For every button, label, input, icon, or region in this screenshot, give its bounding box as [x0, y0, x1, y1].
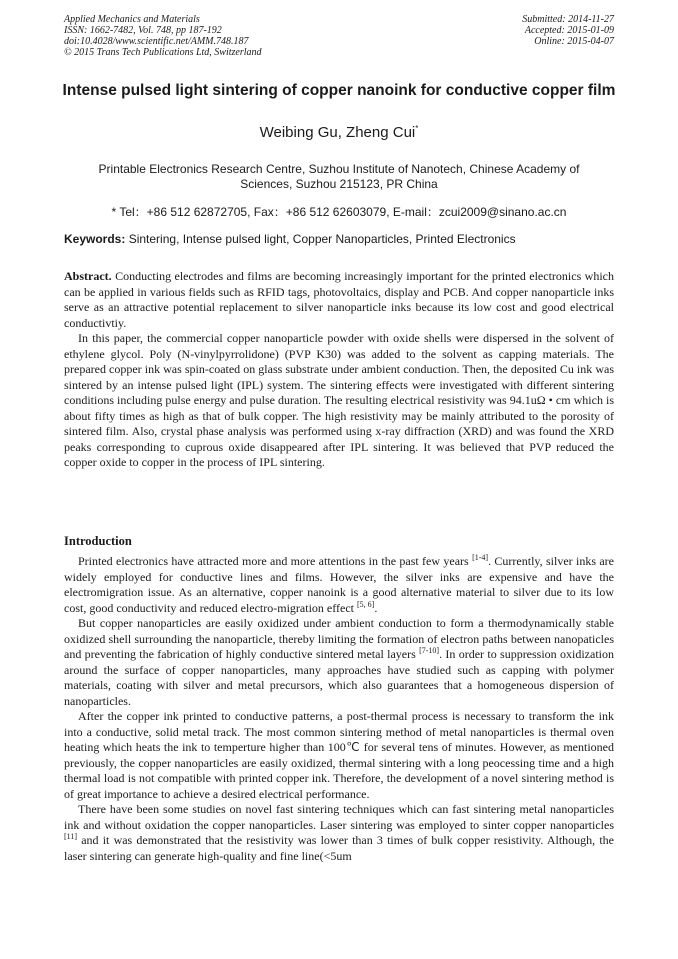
contact-info: * Tel：+86 512 62872705, Fax：+86 512 62603079, E-mail：zcui2009@sinano.ac.cn [111, 205, 567, 219]
intro-text: and it was demonstrated that the resistivity was lower than 3 times of bulk copper resistivity. Although, the laser sintering can generate high-quality and fine line(<5um [64, 833, 615, 863]
citation: [11] [64, 832, 78, 841]
intro-paragraph [64, 616, 614, 709]
intro-text: There have been some studies on novel fast sintering techniques which can fast sintering metal nanoparticles ink and without oxidation the copper nanoparticles. Laser sintering was employed to sinter copper nanoparticles [64, 802, 614, 832]
intro-text: . Currently, silver inks are widely employed for conductive lines and films. However, the silver inks are expensive and have the electromigration issue. As an alternative, copper nanoink is a good alternative material to silver due to its low cost, good conductivity and reduced electro-migration effect [64, 554, 614, 615]
section-heading-introduction: Introduction [64, 534, 132, 548]
submission-dates [522, 14, 614, 47]
abstract-label: Abstract. [64, 269, 112, 283]
paper-title: Intense pulsed light sintering of copper nanoink for conductive copper film [62, 82, 616, 99]
journal-info [64, 14, 262, 58]
journal-name: Applied Mechanics and Materials [64, 14, 200, 25]
introduction-section [64, 554, 614, 864]
submitted-date: Submitted: 2014-11-27 [522, 14, 614, 25]
journal-issn: ISSN: 1662-7482, Vol. 748, pp 187-192 [64, 25, 222, 36]
keywords-label: Keywords: [64, 232, 126, 246]
abstract-paragraph: In this paper, the commercial copper nanoparticle powder with oxide shells were dispersed in the solvent of ethylene glycol. Poly (N-vinylpyrrolidone) (PVP K30) was added to the solvent as capping materials. The prepared copper ink was spin-coated on glass substrate under ambient conduction. Then, the deposited Cu ink was sintered by an intense pulsed light (IPL) system. The sintering effects were investigated with different sintering conditions including pulse energy and pulse duration. The resulting electrical resistivity was 94.1uΩ • cm which is about fifty times as high as that of bulk copper. The high resistivity may be mainly attributed to the porosity of sintered film. Also, crystal phase analysis was performed using x-ray diffraction (XRD) and was found the XRD peaks corresponding to cuprous oxide disappeared after IPL sintering. It was believed that PVP reduced the copper oxide to copper in the process of IPL sintering. [64, 331, 614, 469]
abstract-section [64, 269, 614, 471]
abstract-paragraph [64, 269, 614, 331]
intro-text: . In order to suppression oxidization around the surface of copper nanoparticles, many approaches have studied such as capping with polymer materials, coating with silver and metal precursors, which also guarantees that a homogeneous dispersion of nanoparticles. [64, 647, 614, 708]
paper-authors [60, 124, 618, 142]
intro-paragraph [64, 802, 614, 864]
abstract-text-1: Conducting electrodes and films are becoming increasingly important for the printed electronics which can be applied in various fields such as RFID tags, photovoltaics, display and PCB. And copper nanoparticle inks serve as an attractive potential replacement to silver nanoparticle inks because its low cost and good electrical conductivtiy. [64, 269, 614, 330]
accepted-date: Accepted: 2015-01-09 [524, 25, 614, 36]
intro-text: But copper nanoparticles are easily oxidized under ambient conduction to form a thermodynamically stable oxidized shell surrounding the nanoparticle, thereby limiting the formation of electron paths between nanopaticles and preventing the fabrication of highly conductive sintered metal layers [64, 616, 614, 661]
citation: [7-10] [419, 646, 440, 655]
keywords [64, 232, 624, 247]
intro-paragraph: After the copper ink printed to conductive patterns, a post-thermal process is necessary to transform the ink into a conductive, solid metal track. The most common sintering method of metal nanoparticles is thermal oven heating which heats the ink to temperture higher than 100℃ for several tens of minutes. However, as mentioned previously, the copper nanoparticles are easily oxidized, thermal sintering with a long peocessing time and a high thermal load is not compatible with printed copper ink. Therefore, the development of a novel sintering method is of great importance to achieve a desired electrical performance. [64, 709, 614, 801]
journal-copyright: © 2015 Trans Tech Publications Ltd, Switzerland [64, 47, 262, 58]
intro-text: Printed electronics have attracted more and more attentions in the past few years [78, 554, 469, 568]
affiliation: Printable Electronics Research Centre, Suzhou Institute of Nanotech, Chinese Academy of Sciences, Suzhou 215123, PR China [98, 162, 580, 191]
citation: [5, 6] [357, 599, 375, 609]
intro-text: . [374, 600, 378, 615]
corresponding-mark: * [415, 124, 419, 133]
keywords-text: Sintering, Intense pulsed light, Copper Nanoparticles, Printed Electronics [128, 232, 516, 246]
intro-paragraph [64, 554, 614, 616]
online-date: Online: 2015-04-07 [534, 36, 614, 47]
author-names: Weibing Gu, Zheng Cui [259, 124, 416, 141]
citation: [1-4] [472, 553, 489, 562]
journal-doi: doi:10.4028/www.scientific.net/AMM.748.187 [64, 36, 249, 47]
